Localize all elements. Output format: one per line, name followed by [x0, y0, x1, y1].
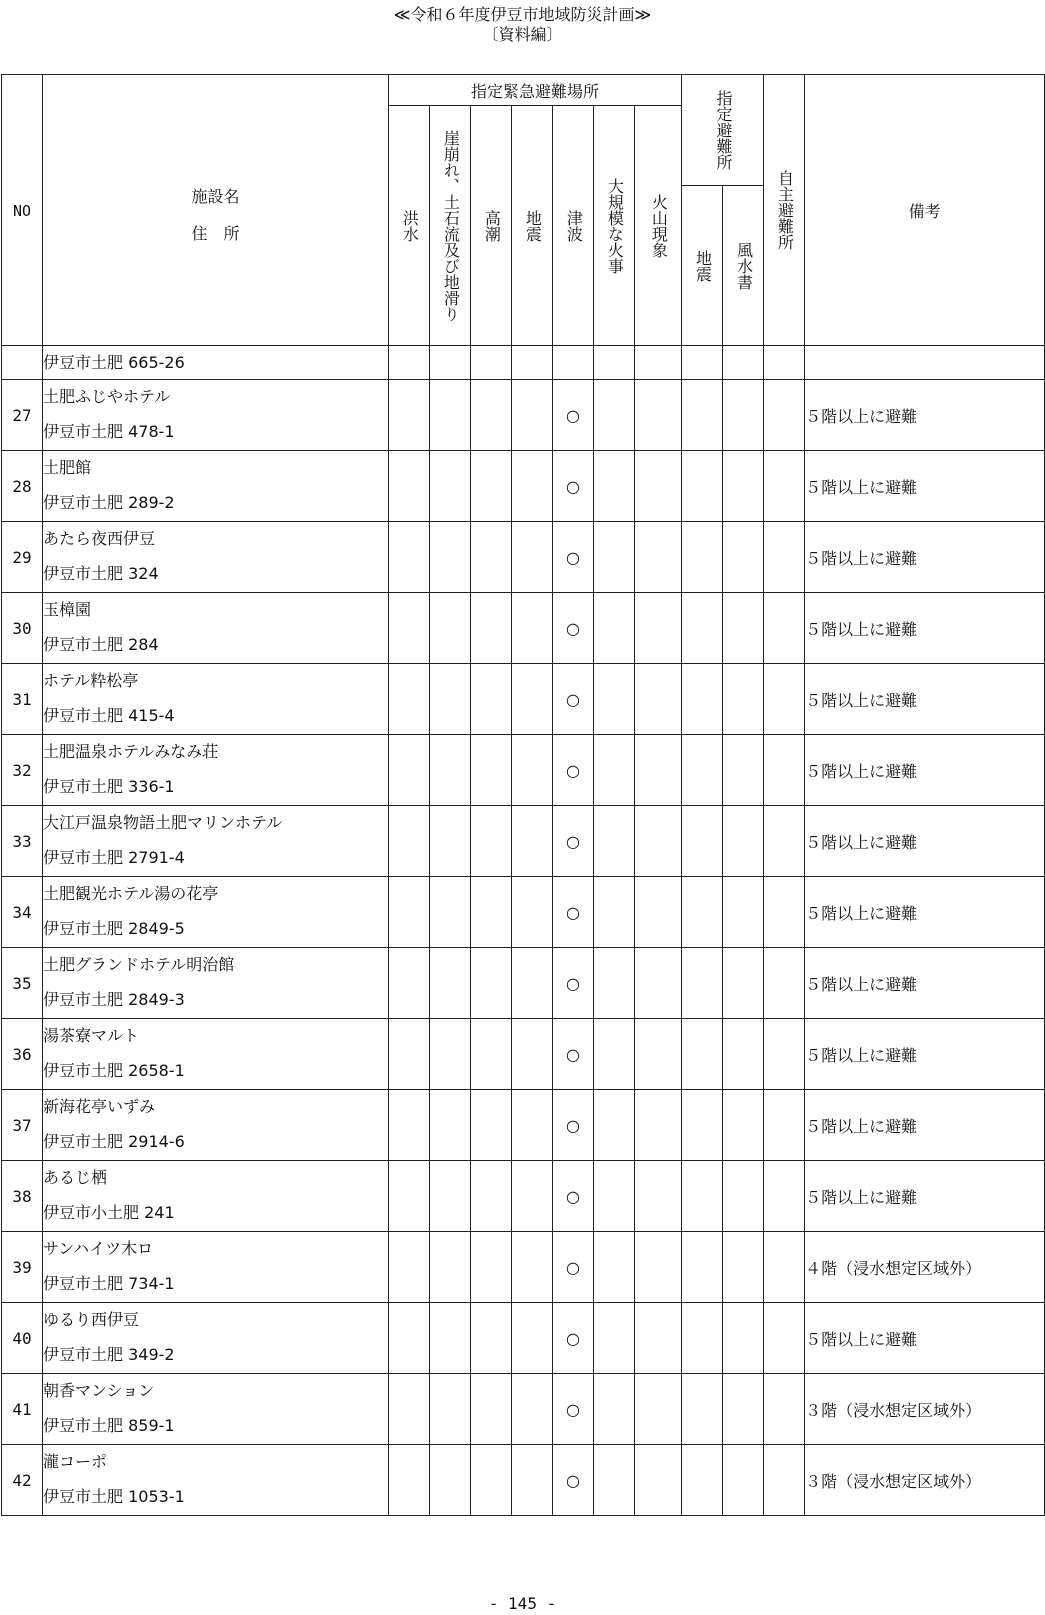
empty-cell [430, 522, 471, 593]
empty-cell [635, 1090, 682, 1161]
row-no: 28 [2, 451, 43, 522]
empty-cell [682, 806, 723, 877]
table-row [2, 380, 1045, 451]
empty-cell [512, 451, 553, 522]
empty-cell [682, 664, 723, 735]
table-row [2, 1374, 1045, 1445]
empty-cell [594, 1232, 635, 1303]
header-storm-surge: 高潮 [471, 106, 512, 346]
empty-cell [389, 1232, 430, 1303]
tsunami-mark: ○ [553, 877, 594, 948]
tsunami-mark: ○ [553, 1090, 594, 1161]
row-no: 27 [2, 380, 43, 451]
empty-cell [430, 1019, 471, 1090]
remarks: ５階以上に避難 [805, 735, 1045, 806]
header-earthquake: 地震 [512, 106, 553, 346]
empty-cell [430, 1445, 471, 1516]
empty-cell [764, 522, 805, 593]
empty-cell [635, 735, 682, 806]
address: 伊豆市土肥 324 [43, 564, 159, 583]
empty-cell [512, 877, 553, 948]
header-voluntary-shelter: 自主避難所 [764, 75, 805, 346]
row-no: 32 [2, 735, 43, 806]
empty-cell [723, 522, 764, 593]
empty-cell [430, 593, 471, 664]
empty-cell [682, 877, 723, 948]
empty-cell [723, 1374, 764, 1445]
facility-name: 土肥ふじやホテル [43, 387, 171, 406]
facility [43, 593, 389, 664]
header-tsunami: 津波 [553, 106, 594, 346]
empty-cell [635, 1303, 682, 1374]
address: 伊豆市土肥 349-2 [43, 1345, 175, 1364]
empty-cell [389, 806, 430, 877]
empty-cell [764, 451, 805, 522]
facility-name: 玉樟園 [43, 600, 92, 619]
empty-cell [430, 1090, 471, 1161]
empty-cell [682, 522, 723, 593]
empty-cell [723, 806, 764, 877]
remarks: ５階以上に避難 [805, 1019, 1045, 1090]
empty-cell [430, 735, 471, 806]
empty-cell [635, 806, 682, 877]
empty-cell [635, 380, 682, 451]
header-volcanic: 火山現象 [635, 106, 682, 346]
row-no: 29 [2, 522, 43, 593]
empty-cell [430, 664, 471, 735]
facility-name: 土肥館 [43, 458, 92, 477]
empty-cell [389, 1445, 430, 1516]
empty-cell [471, 948, 512, 1019]
empty-cell [723, 451, 764, 522]
empty-cell [512, 806, 553, 877]
table-row [2, 735, 1045, 806]
facility-name: 湯茶寮マルト [43, 1026, 140, 1045]
empty-cell [764, 806, 805, 877]
empty-cell [635, 948, 682, 1019]
header-designated-earthquake: 地震 [682, 186, 723, 346]
facility-name: 瀧コーポ [43, 1452, 108, 1471]
empty-cell [635, 877, 682, 948]
empty-cell [512, 1374, 553, 1445]
facility-name: サンハイツ木ロ [43, 1239, 154, 1258]
empty-cell [594, 664, 635, 735]
remarks: ５階以上に避難 [805, 877, 1045, 948]
facility [43, 1303, 389, 1374]
empty-cell [512, 522, 553, 593]
empty-cell [723, 380, 764, 451]
remarks: ５階以上に避難 [805, 1090, 1045, 1161]
table-row [2, 1019, 1045, 1090]
empty-cell [594, 1445, 635, 1516]
empty-cell [512, 1232, 553, 1303]
row-no [2, 346, 43, 380]
table-row [2, 451, 1045, 522]
table-row [2, 664, 1045, 735]
empty-cell [430, 1303, 471, 1374]
tsunami-mark: ○ [553, 1019, 594, 1090]
tsunami-mark: ○ [553, 1303, 594, 1374]
empty-cell [389, 1374, 430, 1445]
empty-cell [682, 735, 723, 806]
empty-cell [471, 1445, 512, 1516]
empty-cell [635, 522, 682, 593]
tsunami-mark: ○ [553, 664, 594, 735]
facility [43, 664, 389, 735]
empty-cell [723, 1161, 764, 1232]
row-no: 42 [2, 1445, 43, 1516]
page-number: - 145 - [488, 1594, 557, 1613]
header-no: NO [2, 75, 43, 346]
tsunami-mark: ○ [553, 1374, 594, 1445]
facility [43, 1019, 389, 1090]
table-row [2, 1445, 1045, 1516]
header-address: 住 所 [191, 224, 240, 243]
facility [43, 1090, 389, 1161]
empty-cell [723, 664, 764, 735]
header-facility-name: 施設名 [191, 187, 240, 206]
address: 伊豆市土肥 859-1 [43, 1416, 175, 1435]
empty-cell [682, 1019, 723, 1090]
empty-cell [471, 1090, 512, 1161]
address: 伊豆市土肥 734-1 [43, 1274, 175, 1293]
tsunami-mark: ○ [553, 806, 594, 877]
empty-cell [389, 451, 430, 522]
remarks: ５階以上に避難 [805, 1303, 1045, 1374]
empty-cell [635, 664, 682, 735]
header-large-fire: 大規模な火事 [594, 106, 635, 346]
empty-cell [682, 1445, 723, 1516]
empty-cell [512, 948, 553, 1019]
empty-cell [512, 1019, 553, 1090]
table-row [2, 1303, 1045, 1374]
remarks: ４階（浸水想定区域外） [805, 1232, 1045, 1303]
empty-cell [594, 1019, 635, 1090]
empty-cell [635, 1374, 682, 1445]
empty-cell [723, 1232, 764, 1303]
empty-cell [764, 593, 805, 664]
facility [43, 1232, 389, 1303]
empty-cell [512, 735, 553, 806]
address: 伊豆市土肥 284 [43, 635, 159, 654]
address: 伊豆市土肥 665-26 [43, 346, 389, 380]
empty-cell [512, 1090, 553, 1161]
table-row [2, 1161, 1045, 1232]
facility [43, 451, 389, 522]
empty-cell [764, 1019, 805, 1090]
empty-cell [471, 1303, 512, 1374]
empty-cell [723, 1303, 764, 1374]
empty-cell [471, 593, 512, 664]
empty-cell [723, 948, 764, 1019]
empty-cell [389, 522, 430, 593]
address: 伊豆市土肥 2791-4 [43, 848, 185, 867]
facility-name: 土肥観光ホテル湯の花亭 [43, 884, 219, 903]
empty-cell [723, 1090, 764, 1161]
table-row [2, 1090, 1045, 1161]
empty-cell [682, 1232, 723, 1303]
empty-cell [682, 1161, 723, 1232]
table-row [2, 593, 1045, 664]
remarks: ５階以上に避難 [805, 806, 1045, 877]
header-emergency-sites: 指定緊急避難場所 [389, 75, 682, 106]
empty-cell [594, 1303, 635, 1374]
facility-name: ホテル粋松亭 [43, 671, 139, 690]
empty-cell [471, 806, 512, 877]
remarks: ５階以上に避難 [805, 451, 1045, 522]
empty-cell [635, 1445, 682, 1516]
empty-cell [682, 451, 723, 522]
address: 伊豆市土肥 1053-1 [43, 1487, 185, 1506]
row-no: 33 [2, 806, 43, 877]
empty-cell [594, 877, 635, 948]
empty-cell [764, 664, 805, 735]
facility [43, 1445, 389, 1516]
empty-cell [430, 1232, 471, 1303]
empty-cell [389, 593, 430, 664]
address: 伊豆市土肥 289-2 [43, 493, 175, 512]
empty-cell [723, 735, 764, 806]
table-row [2, 948, 1045, 1019]
remarks: ５階以上に避難 [805, 522, 1045, 593]
empty-cell [764, 1232, 805, 1303]
row-no: 31 [2, 664, 43, 735]
empty-cell [682, 1090, 723, 1161]
empty-cell [471, 451, 512, 522]
empty-cell [723, 877, 764, 948]
empty-cell [430, 1374, 471, 1445]
table-row [2, 522, 1045, 593]
table-row [2, 877, 1045, 948]
empty-cell [682, 593, 723, 664]
empty-cell [723, 1019, 764, 1090]
empty-cell [594, 1090, 635, 1161]
empty-cell [471, 522, 512, 593]
empty-cell [512, 593, 553, 664]
tsunami-mark: ○ [553, 593, 594, 664]
empty-cell [764, 877, 805, 948]
facility-name: あたら夜西伊豆 [43, 529, 156, 548]
table-row [2, 1232, 1045, 1303]
header-landslide: 崖崩れ、土石流及び地滑り [430, 106, 471, 346]
empty-cell [594, 1374, 635, 1445]
empty-cell [389, 664, 430, 735]
empty-cell [471, 380, 512, 451]
row-no: 39 [2, 1232, 43, 1303]
facility [43, 522, 389, 593]
row-no: 36 [2, 1019, 43, 1090]
header-remarks: 備考 [805, 75, 1045, 346]
facility-name: 朝香マンション [43, 1381, 155, 1400]
empty-cell [594, 735, 635, 806]
address: 伊豆市小土肥 241 [43, 1203, 175, 1222]
empty-cell [764, 1445, 805, 1516]
empty-cell [389, 1090, 430, 1161]
empty-cell [471, 1019, 512, 1090]
empty-cell [764, 1374, 805, 1445]
empty-cell [594, 1161, 635, 1232]
address: 伊豆市土肥 415-4 [43, 706, 175, 725]
remarks: ３階（浸水想定区域外） [805, 1445, 1045, 1516]
empty-cell [512, 664, 553, 735]
remarks: ５階以上に避難 [805, 380, 1045, 451]
facility-name: 大江戸温泉物語土肥マリンホテル [43, 813, 283, 832]
address: 伊豆市土肥 2849-3 [43, 990, 185, 1009]
row-no: 34 [2, 877, 43, 948]
evacuation-sites-table [1, 74, 1045, 1516]
empty-cell [594, 806, 635, 877]
empty-cell [594, 522, 635, 593]
remarks: ５階以上に避難 [805, 593, 1045, 664]
remarks: ５階以上に避難 [805, 948, 1045, 1019]
empty-cell [635, 1019, 682, 1090]
empty-cell [430, 806, 471, 877]
tsunami-mark: ○ [553, 1232, 594, 1303]
empty-cell [389, 1161, 430, 1232]
empty-cell [635, 1232, 682, 1303]
empty-cell [635, 593, 682, 664]
header-designated-shelter: 指定避難所 [682, 75, 764, 186]
facility-name: ゆるり西伊豆 [43, 1310, 140, 1329]
section-label: 〔資料編〕 [482, 25, 563, 44]
row-no: 38 [2, 1161, 43, 1232]
facility [43, 1374, 389, 1445]
tsunami-mark: ○ [553, 451, 594, 522]
empty-cell [389, 948, 430, 1019]
remarks: ５階以上に避難 [805, 664, 1045, 735]
header-designated-storm: 風水書 [723, 186, 764, 346]
row-no: 30 [2, 593, 43, 664]
empty-cell [764, 735, 805, 806]
address: 伊豆市土肥 336-1 [43, 777, 175, 796]
empty-cell [764, 1161, 805, 1232]
empty-cell [389, 1019, 430, 1090]
empty-cell [389, 735, 430, 806]
empty-cell [594, 380, 635, 451]
empty-cell [594, 948, 635, 1019]
empty-cell [682, 1303, 723, 1374]
empty-cell [430, 451, 471, 522]
empty-cell [430, 948, 471, 1019]
empty-cell [471, 735, 512, 806]
facility [43, 380, 389, 451]
table-row [2, 806, 1045, 877]
empty-cell [764, 380, 805, 451]
facility [43, 735, 389, 806]
empty-cell [764, 948, 805, 1019]
row-no: 37 [2, 1090, 43, 1161]
header-flood: 洪水 [389, 106, 430, 346]
empty-cell [471, 877, 512, 948]
tsunami-mark: ○ [553, 380, 594, 451]
facility [43, 948, 389, 1019]
empty-cell [764, 1090, 805, 1161]
empty-cell [512, 1445, 553, 1516]
empty-cell [764, 1303, 805, 1374]
empty-cell [471, 664, 512, 735]
empty-cell [594, 451, 635, 522]
facility [43, 877, 389, 948]
empty-cell [512, 1303, 553, 1374]
address: 伊豆市土肥 2914-6 [43, 1132, 185, 1151]
empty-cell [682, 1374, 723, 1445]
empty-cell [471, 1161, 512, 1232]
empty-cell [635, 451, 682, 522]
header-facility [43, 75, 389, 346]
empty-cell [471, 1232, 512, 1303]
empty-cell [512, 1161, 553, 1232]
facility [43, 806, 389, 877]
tsunami-mark: ○ [553, 522, 594, 593]
tsunami-mark: ○ [553, 1445, 594, 1516]
address: 伊豆市土肥 478-1 [43, 422, 175, 441]
facility-name: 土肥温泉ホテルみなみ荘 [43, 742, 219, 761]
empty-cell [430, 380, 471, 451]
row-no: 41 [2, 1374, 43, 1445]
empty-cell [682, 948, 723, 1019]
empty-cell [512, 380, 553, 451]
continuation-row [2, 346, 1045, 380]
facility [43, 1161, 389, 1232]
empty-cell [723, 593, 764, 664]
empty-cell [682, 380, 723, 451]
facility-name: 新海花亭いずみ [43, 1097, 156, 1116]
empty-cell [389, 1303, 430, 1374]
empty-cell [430, 1161, 471, 1232]
remarks: ５階以上に避難 [805, 1161, 1045, 1232]
empty-cell [389, 380, 430, 451]
facility-name: あるじ栖 [43, 1168, 108, 1187]
tsunami-mark: ○ [553, 948, 594, 1019]
empty-cell [430, 877, 471, 948]
remarks: ３階（浸水想定区域外） [805, 1374, 1045, 1445]
empty-cell [389, 877, 430, 948]
plan-title: ≪令和６年度伊豆市地域防災計画≫ [393, 5, 652, 24]
empty-cell [723, 1445, 764, 1516]
address: 伊豆市土肥 2849-5 [43, 919, 185, 938]
empty-cell [635, 1161, 682, 1232]
tsunami-mark: ○ [553, 735, 594, 806]
tsunami-mark: ○ [553, 1161, 594, 1232]
empty-cell [594, 593, 635, 664]
row-no: 40 [2, 1303, 43, 1374]
facility-name: 土肥グランドホテル明治館 [43, 955, 235, 974]
row-no: 35 [2, 948, 43, 1019]
empty-cell [471, 1374, 512, 1445]
address: 伊豆市土肥 2658-1 [43, 1061, 185, 1080]
